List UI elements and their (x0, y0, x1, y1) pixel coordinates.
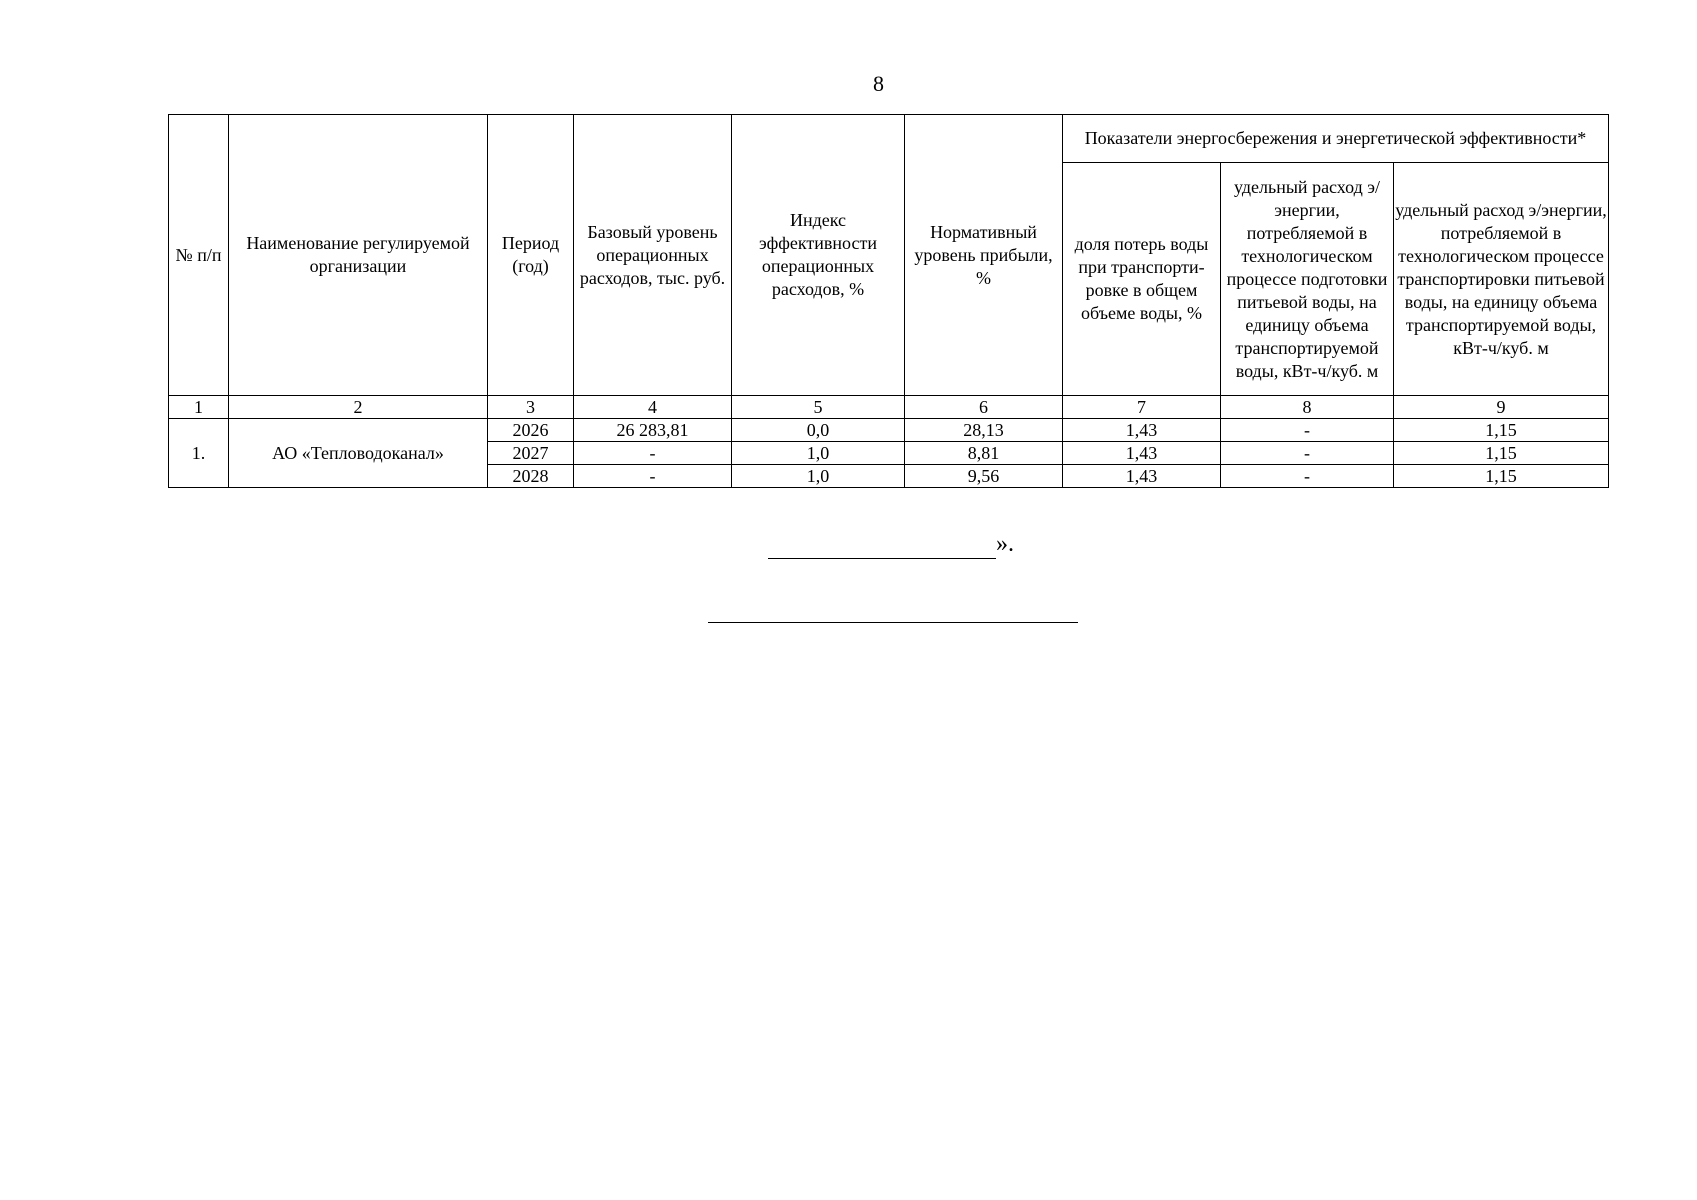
cell-prep: - (1221, 465, 1394, 488)
column-number: 4 (574, 396, 732, 419)
header-base-level: Базовый уровень операционных расходов, тыс. руб. (574, 115, 732, 396)
cell-index: 1,0 (732, 465, 905, 488)
header-index: Индекс эффективности операционных расходов, % (732, 115, 905, 396)
cell-base: - (574, 442, 732, 465)
cell-prep: - (1221, 442, 1394, 465)
cell-transport: 1,15 (1394, 419, 1609, 442)
table-row (169, 419, 1609, 442)
cell-profit: 28,13 (905, 419, 1063, 442)
header-energy-prep: удельный расход э/энергии, потребляемой в технологическом процессе подготовки питьевой воды, на единицу объема транспортируемой воды, кВт-ч/куб. м (1221, 163, 1394, 396)
cell-index: 1,0 (732, 442, 905, 465)
page-number: 8 (873, 71, 884, 96)
org-name: АО «Тепловодоканал» (229, 419, 488, 488)
cell-prep: - (1221, 419, 1394, 442)
column-number: 5 (732, 396, 905, 419)
cell-profit: 8,81 (905, 442, 1063, 465)
closing-quote-mark: ». (996, 531, 1014, 557)
header-loss-share: доля потерь воды при транспорти-ровке в общем объеме воды, % (1063, 163, 1221, 396)
cell-loss: 1,43 (1063, 465, 1221, 488)
cell-base: 26 283,81 (574, 419, 732, 442)
cell-year: 2026 (488, 419, 574, 442)
cell-index: 0,0 (732, 419, 905, 442)
column-number: 1 (169, 396, 229, 419)
column-number: 6 (905, 396, 1063, 419)
end-divider-line (708, 622, 1078, 623)
column-number: 8 (1221, 396, 1394, 419)
cell-base: - (574, 465, 732, 488)
column-number: 2 (229, 396, 488, 419)
column-number: 9 (1394, 396, 1609, 419)
header-org: Наименование регулируемой организации (229, 115, 488, 396)
cell-loss: 1,43 (1063, 442, 1221, 465)
cell-year: 2028 (488, 465, 574, 488)
tariff-table (168, 114, 1609, 488)
cell-loss: 1,43 (1063, 419, 1221, 442)
header-period: Период (год) (488, 115, 574, 396)
column-number-row (169, 396, 1609, 419)
header-profit: Нормативный уровень прибыли, % (905, 115, 1063, 396)
cell-profit: 9,56 (905, 465, 1063, 488)
column-number: 3 (488, 396, 574, 419)
cell-transport: 1,15 (1394, 465, 1609, 488)
header-num: № п/п (169, 115, 229, 396)
cell-transport: 1,15 (1394, 442, 1609, 465)
header-energy-transport: удельный расход э/энергии, потребляемой в технологическом процессе транспортировки питьевой воды, на единицу объема транспортируемой воды, кВт-ч/куб. м (1394, 163, 1609, 396)
header-energy-group: Показатели энергосбережения и энергетической эффективности* (1063, 115, 1609, 163)
cell-year: 2027 (488, 442, 574, 465)
org-number: 1. (169, 419, 229, 488)
closing-underline (768, 530, 996, 559)
column-number: 7 (1063, 396, 1221, 419)
